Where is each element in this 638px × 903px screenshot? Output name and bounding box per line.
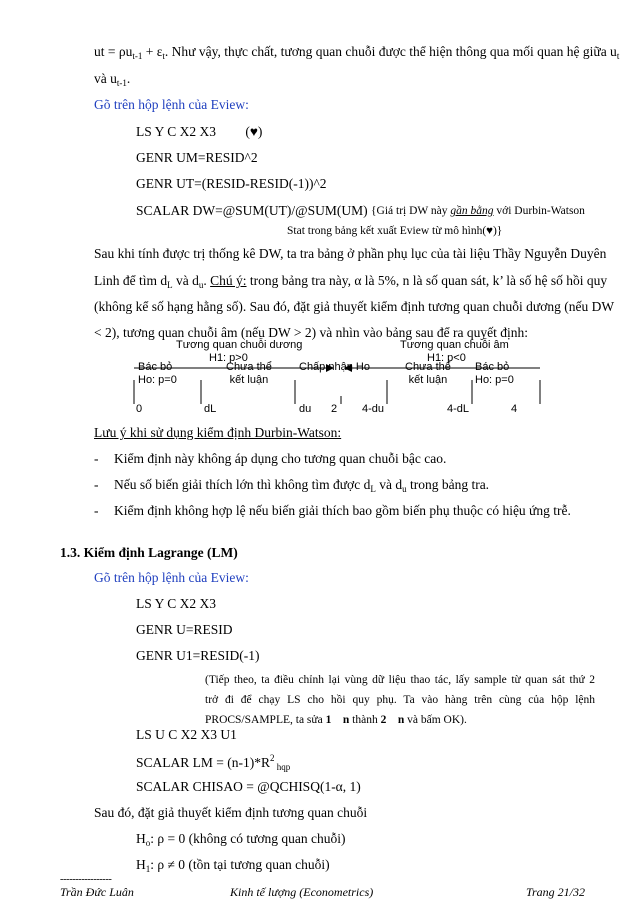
subscript: 1 — [145, 864, 151, 874]
eview1-cmd1 — [136, 124, 262, 140]
bullet-dash: - — [94, 477, 99, 492]
region-reject-negative — [475, 361, 514, 387]
eview2-cmd4: LS U C X2 X3 U1 — [136, 727, 237, 742]
bullet-text: Kiểm định không hợp lệ nếu biến giải thích bao gồm biến phụ thuộc có hiệu ứng trễ. — [114, 503, 571, 518]
bullet-text: và d — [375, 477, 403, 492]
note-underlined: gần bằng — [450, 205, 494, 217]
eview2-cmd6: SCALAR CHISAO = @QCHISQ(1-α, 1) — [136, 779, 361, 794]
eview1-cmd3: GENR UT=(RESID-RESID(-1))^2 — [136, 176, 327, 191]
intro-text: và u — [94, 71, 117, 86]
footer-author: Trần Đức Luân — [60, 885, 134, 899]
para1-line-4: < 2), tương quan chuỗi âm (nếu DW > 2) và nhìn vào bảng sau để ra quyết định: — [94, 325, 528, 340]
footer-subject: Kinh tế lượng (Econometrics) — [230, 885, 374, 899]
note-text: với Durbin-Watson — [493, 205, 585, 217]
para1-line-3: (không kể số hạng hằng số). Sau đó, đặt giả thuyết kiểm định tương quan chuỗi dương (nếu DW — [94, 299, 615, 314]
region-label: Chưa thể — [405, 361, 451, 373]
tick-4-du: 4-du — [362, 403, 385, 415]
para-text: . — [203, 273, 211, 288]
eview2-cmd3: GENR U1=RESID(-1) — [136, 648, 260, 663]
chu-y-label: Chú ý: — [210, 273, 247, 288]
bullet-dash: - — [94, 451, 99, 466]
tick-du: du — [299, 403, 312, 415]
positive-h1: H1: p>0 — [209, 352, 248, 364]
eview1-cmd4: SCALAR DW=@SUM(UT)/@SUM(UM) — [136, 203, 368, 218]
notes-title: Lưu ý khi sử dụng kiểm định Durbin-Watson: — [94, 425, 342, 440]
region-label: kết luận — [229, 374, 269, 386]
hyp-text: : ρ ≠ 0 (tồn tại tương quan chuỗi) — [150, 857, 330, 872]
subscript: t-1 — [116, 78, 127, 88]
eview-heading-1: Gõ trên hộp lệnh của Eview: — [94, 97, 249, 112]
hyp-text: H — [136, 831, 146, 846]
eview-heading-2: Gõ trên hộp lệnh của Eview: — [94, 570, 249, 585]
region-label: Bác bỏ — [475, 361, 510, 373]
tick-0: 0 — [136, 403, 143, 415]
note-bullet-3 — [94, 503, 571, 519]
para1-line-2 — [94, 273, 607, 290]
eview2-cmd5 — [136, 753, 290, 772]
bullet-dash: - — [94, 503, 99, 518]
intro-text: + ε — [142, 44, 163, 59]
para2-line-1: Sau đó, đặt giả thuyết kiểm định tương quan chuỗi — [94, 805, 368, 820]
tick-dl: dL — [204, 403, 217, 415]
hyp-text: H — [136, 857, 146, 872]
heart-marker: (♥) — [245, 124, 263, 139]
superscript: 2 — [270, 753, 275, 763]
region-inconclusive-positive — [226, 361, 272, 387]
intro-text: ut = ρu — [94, 44, 133, 59]
note-text: và bấm OK). — [404, 714, 467, 726]
note-text: thành — [349, 714, 381, 726]
subscript: L — [370, 484, 376, 494]
eview2-cmd1: LS Y C X2 X3 — [136, 596, 217, 611]
para-text: và d — [172, 273, 199, 288]
eview2-cmd2: GENR U=RESID — [136, 622, 233, 637]
subscript: t-1 — [132, 51, 143, 61]
subscript: u — [402, 484, 407, 494]
intro-line-2 — [94, 71, 130, 88]
bullet-text: Nếu số biến giải thích lớn thì không tìm được d — [114, 477, 371, 492]
note-text: {Giá trị DW này — [371, 205, 451, 217]
bullet-text: Kiểm định này không áp dụng cho tương quan chuỗi bậc cao. — [114, 451, 447, 466]
note-bold: 1 n — [325, 714, 350, 726]
intro-text: . — [126, 71, 131, 86]
eview1-note-1 — [371, 205, 585, 217]
note-bullet-2 — [94, 477, 489, 494]
note-line — [205, 710, 595, 730]
region-label: Chưa thể — [226, 361, 272, 373]
note-line: trở đi để chạy LS cho hồi quy phụ. Ta vào hàng trên cùng của hộp lệnh — [205, 694, 595, 706]
para-text: Linh để tìm d — [94, 273, 168, 288]
command-text: SCALAR LM = (n-1)*R — [136, 755, 270, 770]
region-accept: Chấp nhận Ho — [299, 361, 370, 373]
region-label: Ho: p=0 — [138, 374, 177, 386]
region-inconclusive-negative — [405, 361, 451, 387]
hypothesis-h1 — [136, 857, 330, 874]
positive-title: Tương quan chuỗi dương — [176, 339, 303, 351]
region-label: kết luận — [408, 374, 448, 386]
intro-line-1 — [94, 44, 619, 61]
command-text: LS Y C X2 X3 — [136, 124, 217, 139]
region-reject-positive — [138, 361, 177, 387]
hyp-text: : ρ = 0 (không có tương quan chuỗi) — [150, 831, 346, 846]
region-label: Ho: p=0 — [475, 374, 514, 386]
eview1-cmd2: GENR UM=RESID^2 — [136, 150, 258, 165]
tick-2: 2 — [331, 403, 338, 415]
bullet-text: trong bảng tra. — [406, 477, 490, 492]
hypothesis-h0 — [136, 831, 346, 848]
footer-page: Trang 21/32 — [526, 885, 586, 899]
subscript: L — [167, 280, 173, 290]
subscript: t — [616, 51, 620, 61]
negative-h1: H1: p<0 — [427, 352, 466, 364]
subscript: u — [198, 280, 204, 290]
note-line: (Tiếp theo, ta điều chỉnh lại vùng dữ liệu thao tác, lấy sample từ quan sát thứ 2 — [205, 674, 595, 686]
subscript: o — [145, 838, 151, 848]
para-text: trong bảng tra này, α là 5%, n là số quan sát, k’ là số hệ số hồi quy — [246, 273, 608, 288]
footer-rule: ----------------- — [60, 874, 112, 885]
tick-4-dl: 4-dL — [447, 403, 470, 415]
note-text: PROCS/SAMPLE, ta sửa — [205, 714, 326, 726]
para1-line-1: Sau khi tính được trị thống kê DW, ta tra bảng ở phần phụ lục của tài liệu Thầy Nguyễn Duyên — [94, 246, 607, 261]
intro-text: . Như vậy, thực chất, tương quan chuỗi được thể hiện thông qua mối quan hệ giữa u — [164, 44, 617, 59]
eview1-note-2: Stat trong bảng kết xuất Eview từ mô hình(♥)} — [287, 225, 503, 237]
subscript: hqp — [274, 762, 291, 772]
note-bullet-1 — [94, 451, 446, 467]
note-bold: 2 n — [380, 714, 405, 726]
negative-title: Tương quan chuỗi âm — [400, 339, 509, 351]
section-heading: 1.3. Kiểm định Lagrange (LM) — [60, 545, 238, 560]
subscript: t — [162, 51, 165, 61]
eview2-note — [205, 670, 595, 730]
region-label: Bác bỏ — [138, 361, 173, 373]
tick-4: 4 — [511, 403, 518, 415]
